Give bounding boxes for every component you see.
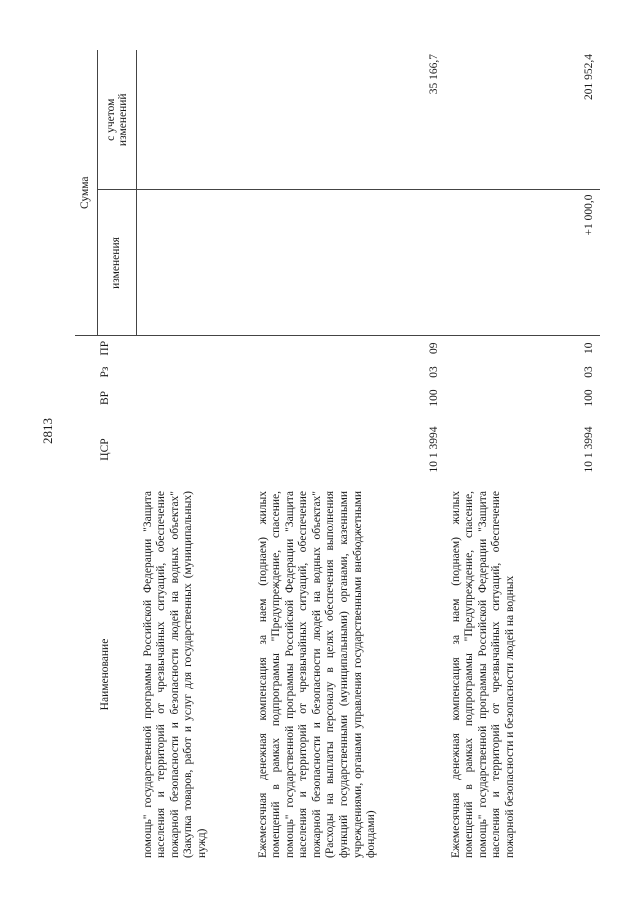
table-row (252, 50, 445, 862)
row-rz (137, 360, 252, 384)
row-vr: 100 (427, 389, 440, 407)
row-vr: 100 (582, 389, 595, 407)
table-row (445, 50, 600, 862)
column-header-pr: ПР (98, 340, 111, 356)
row-pr: 10 (582, 342, 595, 354)
with-changes-line1: с учетом (105, 98, 117, 141)
row-total: 201 952,4 (445, 50, 600, 190)
table-row (137, 50, 252, 862)
row-total: 35 166,7 (252, 50, 445, 190)
row-change (137, 190, 252, 336)
row-csr: 10 1 3994 (582, 426, 595, 473)
row-rz: 03 (582, 366, 595, 378)
column-header-change: изменения (98, 190, 137, 336)
column-header-vr: ВР (98, 390, 111, 406)
budget-table-rotated (75, 50, 605, 862)
row-change (252, 190, 445, 336)
row-name: Ежемесячная денежная компенсация за наем (поднаем) жилых помещений в рамках подпрограммы "Предупреждение, спасение, помощь" государственной программы Российской Федерации "Защита населения и территорий от чрезвычайных ситуаций, обеспечение пожарной безопасности и безопасности людей на водных объектах" (Расходы на выплаты персоналу в целях обеспечения выполнения функций государственными (муниципальными) органами, казенными учреждениями, органами управления государственными внебюджетными фондами) (256, 491, 378, 858)
column-header-sum: Сумма (75, 50, 98, 336)
row-pr: 09 (427, 342, 440, 354)
row-pr (137, 336, 252, 360)
column-header-csr: ЦСР (98, 438, 111, 461)
row-rz: 03 (427, 366, 440, 378)
row-name: Ежемесячная денежная компенсация за наем (поднаем) жилых помещений в рамках подпрограммы "Предупреждение, спасение, помощь" государственной программы Российской Федерации "Защита населения и территорий от чрезвычайных ситуаций, обеспечение пожарной безопасности и безопасности людей на водных (449, 491, 516, 858)
header-row-top (75, 50, 98, 862)
page-number: 2813 (40, 418, 55, 444)
row-csr (137, 412, 252, 487)
row-name: помощь" государственной программы Российской Федерации "Защита населения и территорий от чрезвычайных ситуаций, обеспечение пожарной безопасности и безопасности людей на водных объектах" (Закупка товаров, работ и услуг для государственных (муниципальных) нужд) (141, 491, 208, 858)
column-header-rz: Рз (98, 366, 111, 378)
column-header-with-changes (98, 50, 137, 190)
row-total (137, 50, 252, 190)
budget-table (75, 50, 600, 862)
row-change: +1 000,0 (445, 190, 600, 336)
with-changes-line2: изменений (117, 93, 129, 147)
row-csr: 10 1 3994 (427, 426, 440, 473)
column-header-name: Наименование (98, 638, 111, 711)
row-vr (137, 384, 252, 412)
